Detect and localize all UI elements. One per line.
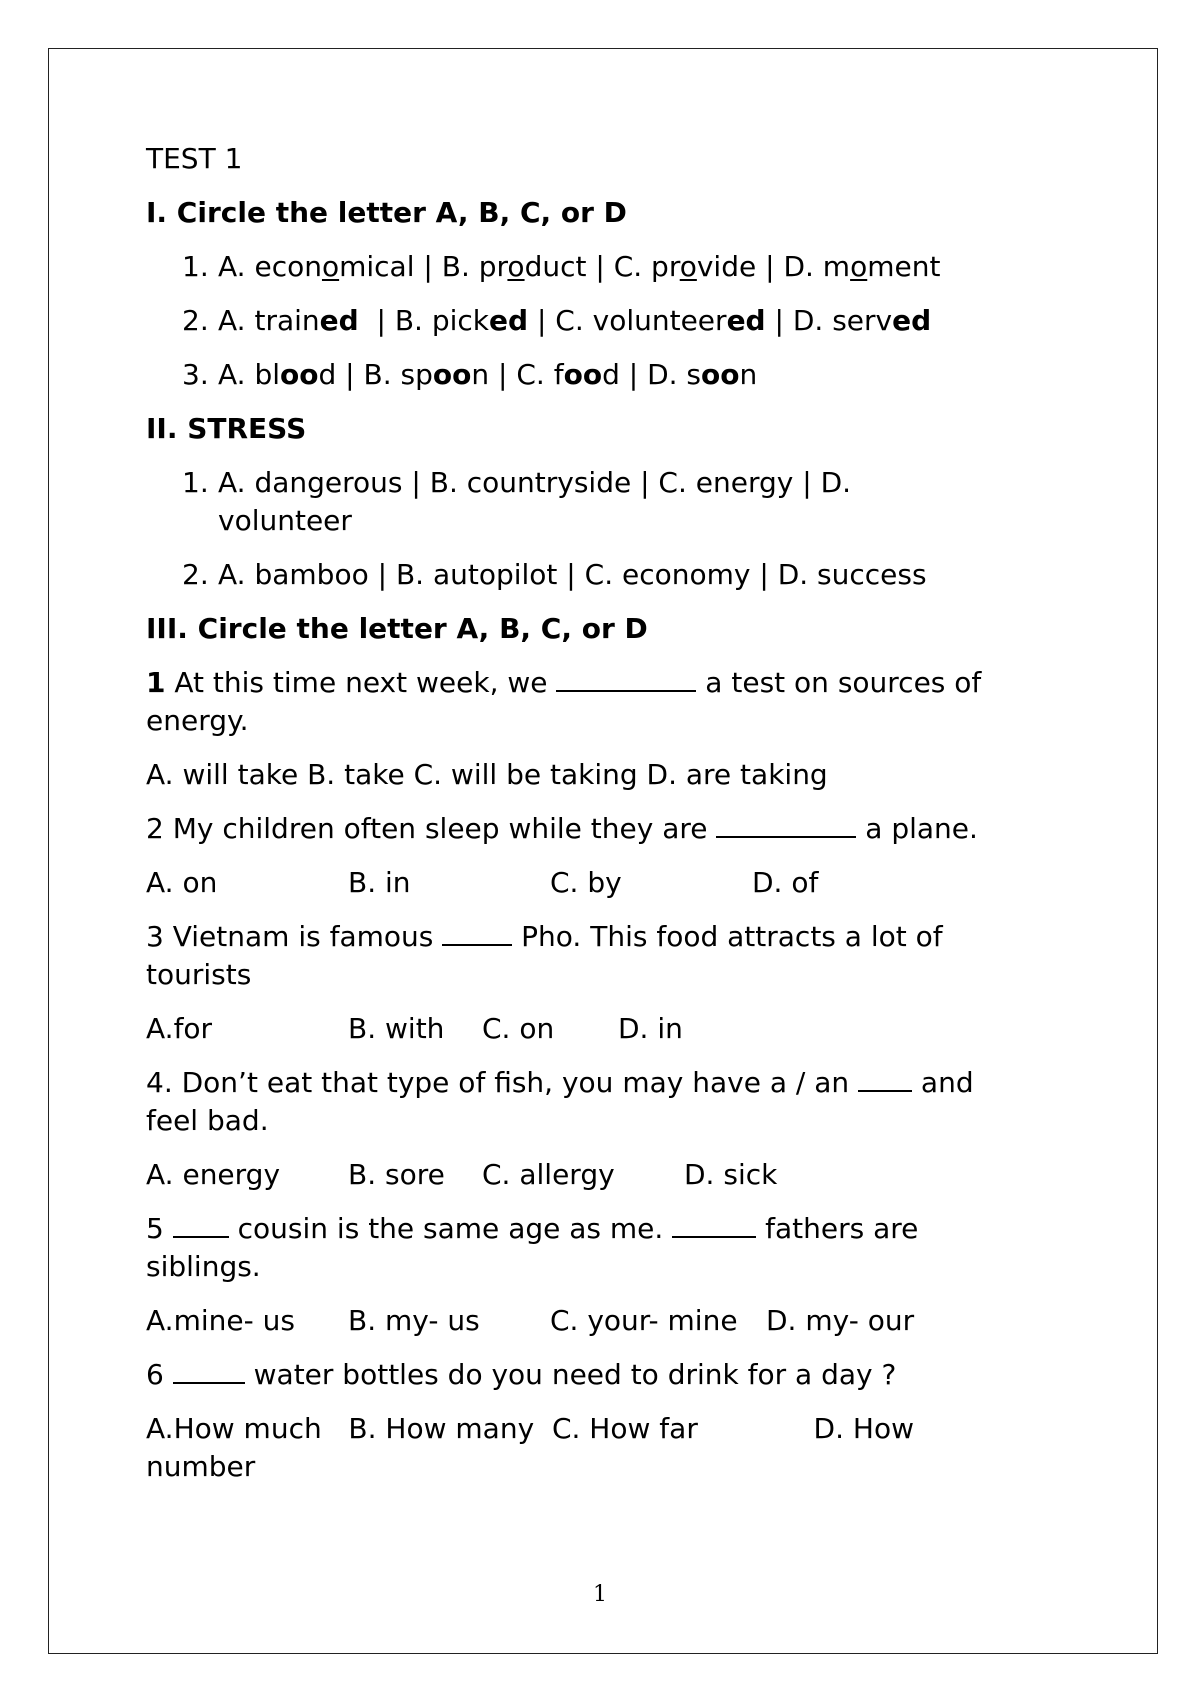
question-3: 3 Vietnam is famous Pho. This food attracts a lot of tourists xyxy=(146,920,943,991)
question-5: 5 cousin is the same age as me. fathers are siblings. xyxy=(146,1212,919,1283)
question-5-options xyxy=(146,1302,1066,1340)
answer-blank xyxy=(672,1212,756,1238)
question-2: 2 My children often sleep while they are a plane. xyxy=(146,812,978,845)
option-d: D. of xyxy=(752,866,819,899)
option-c: C. by xyxy=(550,866,622,899)
option-d: D. in xyxy=(618,1012,683,1045)
section-2-list xyxy=(146,464,1066,594)
option-a: A.mine- us xyxy=(146,1304,295,1337)
answer-blank xyxy=(858,1066,912,1092)
question-2-options xyxy=(146,864,1066,902)
option-b: B. sore xyxy=(348,1158,445,1191)
question-6: 6 water bottles do you need to drink for a day ? xyxy=(146,1358,897,1391)
option-d: D. sick xyxy=(684,1158,778,1191)
list-item: 1. A. economical | B. product | C. provide | D. moment xyxy=(182,250,941,283)
answer-blank xyxy=(173,1212,229,1238)
list-item: 1. A. dangerous | B. countryside | C. energy | D. volunteer xyxy=(182,466,852,537)
option-c: C. your- mine xyxy=(550,1304,738,1337)
option-d: D. my- our xyxy=(766,1304,915,1337)
option-a: A. energy xyxy=(146,1158,281,1191)
section-3-heading: III. Circle the letter A, B, C, or D xyxy=(146,612,648,645)
option-b: B. in xyxy=(348,866,411,899)
question-6-options: A.How much B. How many C. How far D. How number xyxy=(146,1412,923,1483)
option-c: C. on xyxy=(482,1012,555,1045)
list-item: 3. A. blood | B. spoon | C. food | D. soon xyxy=(182,358,758,391)
page-number: 1 xyxy=(593,1582,607,1607)
test-title: TEST 1 xyxy=(146,142,243,175)
option-b: B. with xyxy=(348,1012,445,1045)
option-c: C. allergy xyxy=(482,1158,615,1191)
question-4-options xyxy=(146,1156,1066,1194)
question-1: 1 At this time next week, we a test on sources of energy. xyxy=(146,666,982,737)
document-body xyxy=(146,140,1066,1502)
question-3-options xyxy=(146,1010,1066,1048)
answer-blank xyxy=(716,812,856,838)
option-a: A. on xyxy=(146,866,218,899)
option-b: B. my- us xyxy=(348,1304,480,1337)
list-item: 2. A. bamboo | B. autopilot | C. economy | D. success xyxy=(182,558,927,591)
list-item: 2. A. trained | B. picked | C. volunteered | D. served xyxy=(182,304,932,337)
question-4: 4. Don’t eat that type of fish, you may have a / an and feel bad. xyxy=(146,1066,974,1137)
answer-blank xyxy=(442,920,512,946)
option-a: A.for xyxy=(146,1012,213,1045)
question-1-options: A. will take B. take C. will be taking D. are taking xyxy=(146,758,828,791)
answer-blank xyxy=(556,666,696,692)
section-1-list xyxy=(146,248,1066,394)
section-2-heading: II. STRESS xyxy=(146,412,307,445)
answer-blank xyxy=(173,1358,245,1384)
section-1-heading: I. Circle the letter A, B, C, or D xyxy=(146,196,627,229)
